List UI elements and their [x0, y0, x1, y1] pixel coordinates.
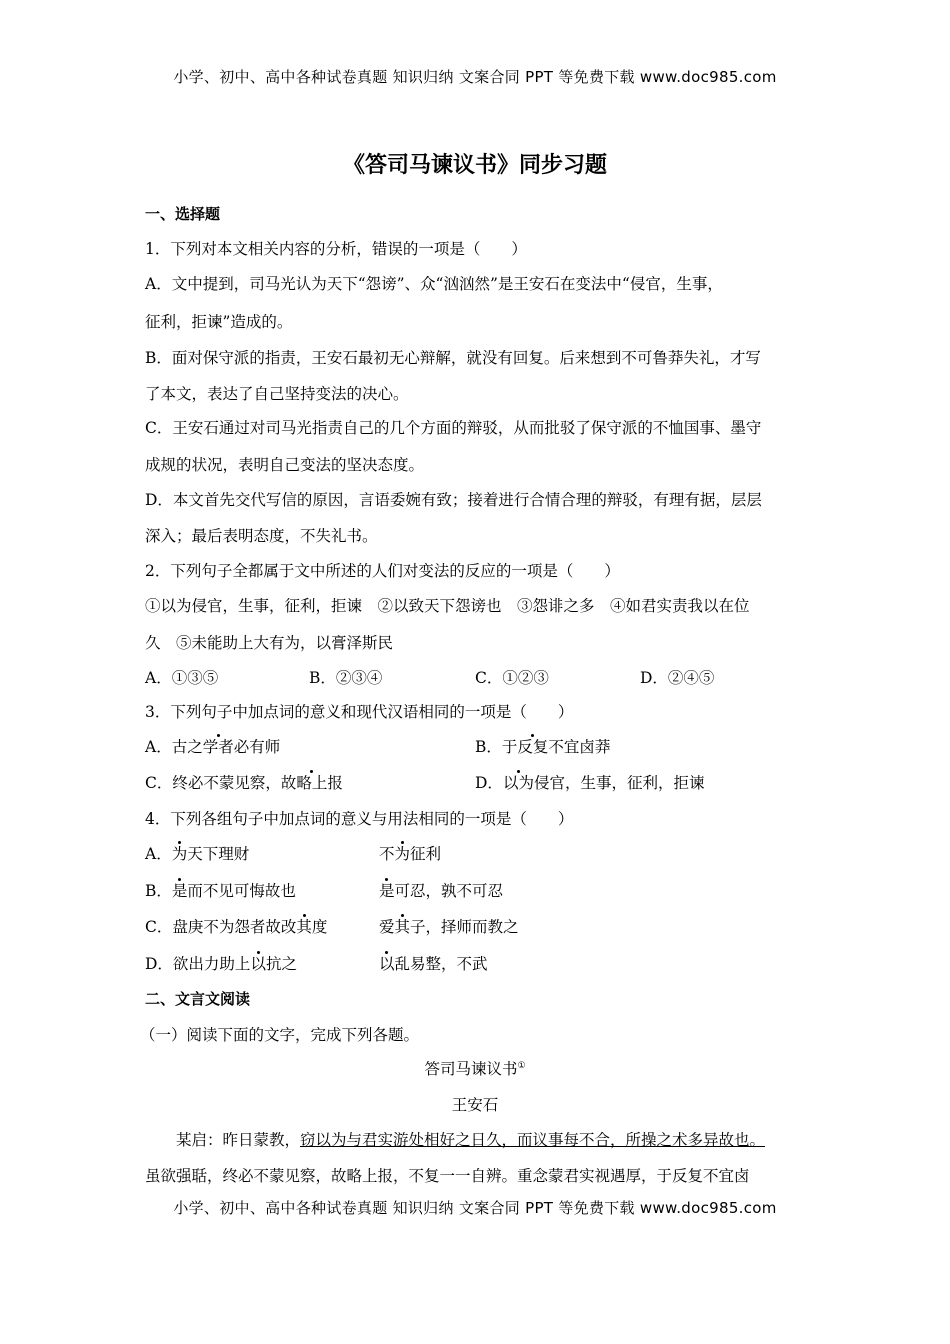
q4-option-a-left: A．为天下理财	[145, 845, 250, 863]
underlined-sentence: 窃以为与君实游处相好之日久，而议事每不合，所操之术多异故也。	[300, 1131, 766, 1149]
q1-stem: 1．下列对本文相关内容的分析，错误的一项是（ ）	[145, 240, 527, 258]
q3-option-d: D．以为侵官，生事，征利，拒谏	[475, 774, 705, 792]
emphasis-dot-word: 反复	[517, 738, 549, 756]
q3-option-a: A．古之学者必有师	[145, 738, 281, 756]
q2-option-b: B．②③④	[309, 669, 383, 687]
emphasis-dot-word: 略上	[296, 774, 328, 792]
q3-option-c: C．终必不蒙见察，故略上报	[145, 774, 343, 792]
q1-option-a-line1: A．文中提到，司马光认为天下“怨谤”、众“汹汹然”是王安石在变法中“侵官，生事，	[145, 275, 723, 293]
q2-items-line1: ①以为侵官，生事，征利，拒谏 ②以致天下怨谤也 ③怨诽之多 ④如君实责我以在位	[145, 597, 750, 615]
emphasis-dot-word: 为	[394, 845, 411, 863]
q2-stem: 2．下列句子全都属于文中所述的人们对变法的反应的一项是（ ）	[145, 562, 620, 580]
passage-paragraph-line1: 某启：昨日蒙教，窃以为与君实游处相好之日久，而议事每不合，所操之术多异故也。	[176, 1131, 766, 1149]
emphasis-dot-word: 学者	[202, 738, 234, 756]
q1-option-c-line1: C．王安石通过对司马光指责自己的几个方面的辩驳，从而批驳了保守派的不恤国事、墨守	[145, 419, 762, 437]
emphasis-dot-word: 其	[394, 918, 411, 936]
q4-option-c-left: C．盘庚不为怨者故改其度	[145, 918, 328, 936]
q4-option-b-right: 是可忍，孰不可忍	[379, 882, 504, 900]
emphasis-dot-word: 是	[171, 882, 188, 900]
q1-option-b-line1: B．面对保守派的指责，王安石最初无心辩解，就没有回复。后来想到不可鲁莽失礼，才写	[145, 349, 761, 367]
page-footer: 小学、初中、高中各种试卷真题 知识归纳 文案合同 PPT 等免费下载 www.doc985.com	[173, 1199, 777, 1217]
emphasis-dot-word: 以为	[502, 774, 534, 792]
q1-option-c-line2: 成规的状况，表明自己变法的坚决态度。	[145, 456, 425, 474]
emphasis-dot-word: 以	[250, 955, 266, 973]
section-heading-choice: 一、选择题	[145, 205, 221, 223]
q4-option-d-left: D．欲出力助上以抗之	[145, 955, 297, 973]
footnote-mark: ①	[517, 1060, 526, 1071]
q2-option-c: C．①②③	[475, 669, 549, 687]
q4-option-c-right: 爱其子，择师而教之	[379, 918, 519, 936]
page-title: 《答司马谏议书》同步习题	[342, 153, 607, 178]
q3-stem: 3．下列句子中加点词的意义和现代汉语相同的一项是（ ）	[145, 703, 574, 721]
q4-option-d-right: 以乱易整，不武	[379, 955, 488, 973]
q2-items-line2: 久 ⑤未能助上大有为，以膏泽斯民	[145, 634, 394, 652]
emphasis-dot-word: 是	[379, 882, 395, 900]
passage-title: 答司马谏议书①	[424, 1060, 526, 1078]
q1-option-b-line2: 了本文，表达了自己坚持变法的决心。	[145, 385, 409, 403]
emphasis-dot-word: 以	[379, 955, 395, 973]
reading-instruction: （一）阅读下面的文字，完成下列各题。	[140, 1026, 420, 1044]
q3-option-b: B．于反复不宜卤莽	[475, 738, 611, 756]
passage-paragraph-line2: 虽欲强聒，终必不蒙见察，故略上报，不复一一自辨。重念蒙君实视遇厚，于反复不宜卤	[145, 1167, 750, 1185]
q4-stem: 4．下列各组句子中加点词的意义与用法相同的一项是（ ）	[145, 810, 574, 828]
q2-option-a: A．①③⑤	[145, 669, 219, 687]
page-header: 小学、初中、高中各种试卷真题 知识归纳 文案合同 PPT 等免费下载 www.doc985.com	[173, 68, 777, 86]
q2-option-d: D．②④⑤	[640, 669, 715, 687]
section-heading-reading: 二、文言文阅读	[145, 990, 251, 1008]
q1-option-a-line2: 征利，拒谏”造成的。	[145, 313, 293, 331]
q4-option-b-left: B．是而不见可悔故也	[145, 882, 296, 900]
passage-author: 王安石	[451, 1096, 499, 1114]
q1-option-d-line1: D．本文首先交代写信的原因，言语委婉有致；接着进行合情合理的辩驳，有理有据，层层	[145, 491, 762, 509]
emphasis-dot-word: 为	[171, 845, 188, 863]
q4-option-a-right: 不为征利	[379, 845, 442, 863]
emphasis-dot-word: 其	[296, 918, 312, 936]
q1-option-d-line2: 深入；最后表明态度，不失礼书。	[145, 527, 378, 545]
